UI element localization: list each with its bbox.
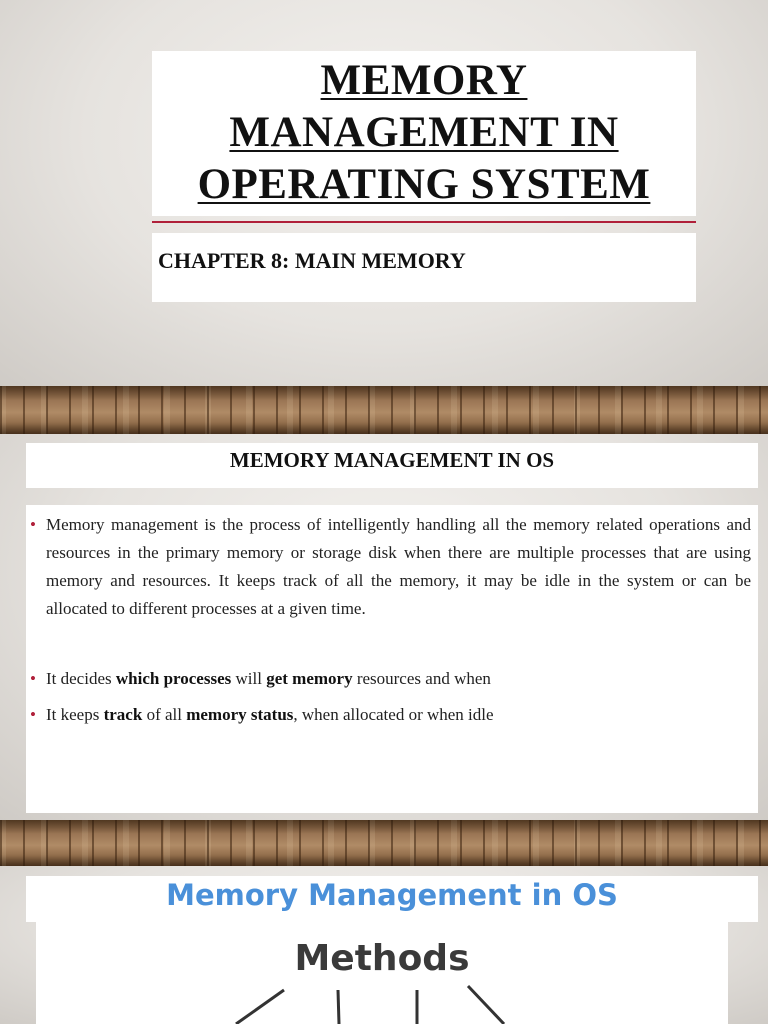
bold-text: track — [103, 705, 143, 724]
connector-line-4 — [468, 986, 504, 1024]
bold-text: memory status — [186, 705, 294, 724]
slide-2-heading: MEMORY MANAGEMENT IN OS — [229, 448, 555, 472]
connector-line-2 — [338, 990, 339, 1024]
slide-subtitle: CHAPTER 8: MAIN MEMORY — [158, 248, 466, 273]
bold-text: get memory — [266, 669, 353, 688]
slide-2-heading-box — [26, 443, 758, 488]
slide-title — [152, 51, 696, 211]
methods-diagram — [36, 922, 728, 1024]
wood-floor-2 — [0, 820, 768, 866]
bullet-marker: • — [30, 669, 36, 688]
bullet-text: It decides — [46, 669, 116, 688]
connector-line-1 — [236, 990, 284, 1024]
subtitle-box — [152, 233, 696, 302]
bullet-decides — [30, 665, 491, 693]
bullet-keeps-track — [30, 701, 494, 729]
diagram-connectors — [36, 922, 728, 1024]
title-divider — [152, 221, 696, 223]
diagram-root-label: Methods — [294, 938, 470, 979]
slide-1 — [0, 0, 768, 386]
slide-2-content — [26, 505, 758, 813]
bullet-text: resources and when — [352, 669, 491, 688]
bullet-marker: • — [30, 705, 36, 724]
bullet-text: will — [231, 669, 267, 688]
bullet-text: of all — [142, 705, 187, 724]
bullet-definition — [30, 511, 751, 623]
title-line-3: OPERATING SYSTEM — [197, 161, 651, 208]
wood-floor-1 — [0, 386, 768, 434]
bullet-text: It keeps — [46, 705, 104, 724]
bullet-definition-text: Memory management is the process of intelligently handling all the memory related operations and resources in the primary memory or storage disk when there are multiple processes that are using memory and resources. It keeps track of all the memory, it may be idle in the system or can be allocated to different processes at a given time. — [46, 515, 751, 618]
title-line-2: MANAGEMENT IN — [229, 109, 619, 156]
bullet-text: , when allocated or when idle — [293, 705, 494, 724]
title-box — [152, 51, 696, 216]
slide-3-heading-box — [26, 876, 758, 922]
slide-3-heading: Memory Management in OS — [166, 878, 618, 912]
title-line-1: MEMORY — [320, 57, 528, 104]
bullet-marker: • — [30, 515, 36, 534]
bold-text: which processes — [115, 669, 232, 688]
